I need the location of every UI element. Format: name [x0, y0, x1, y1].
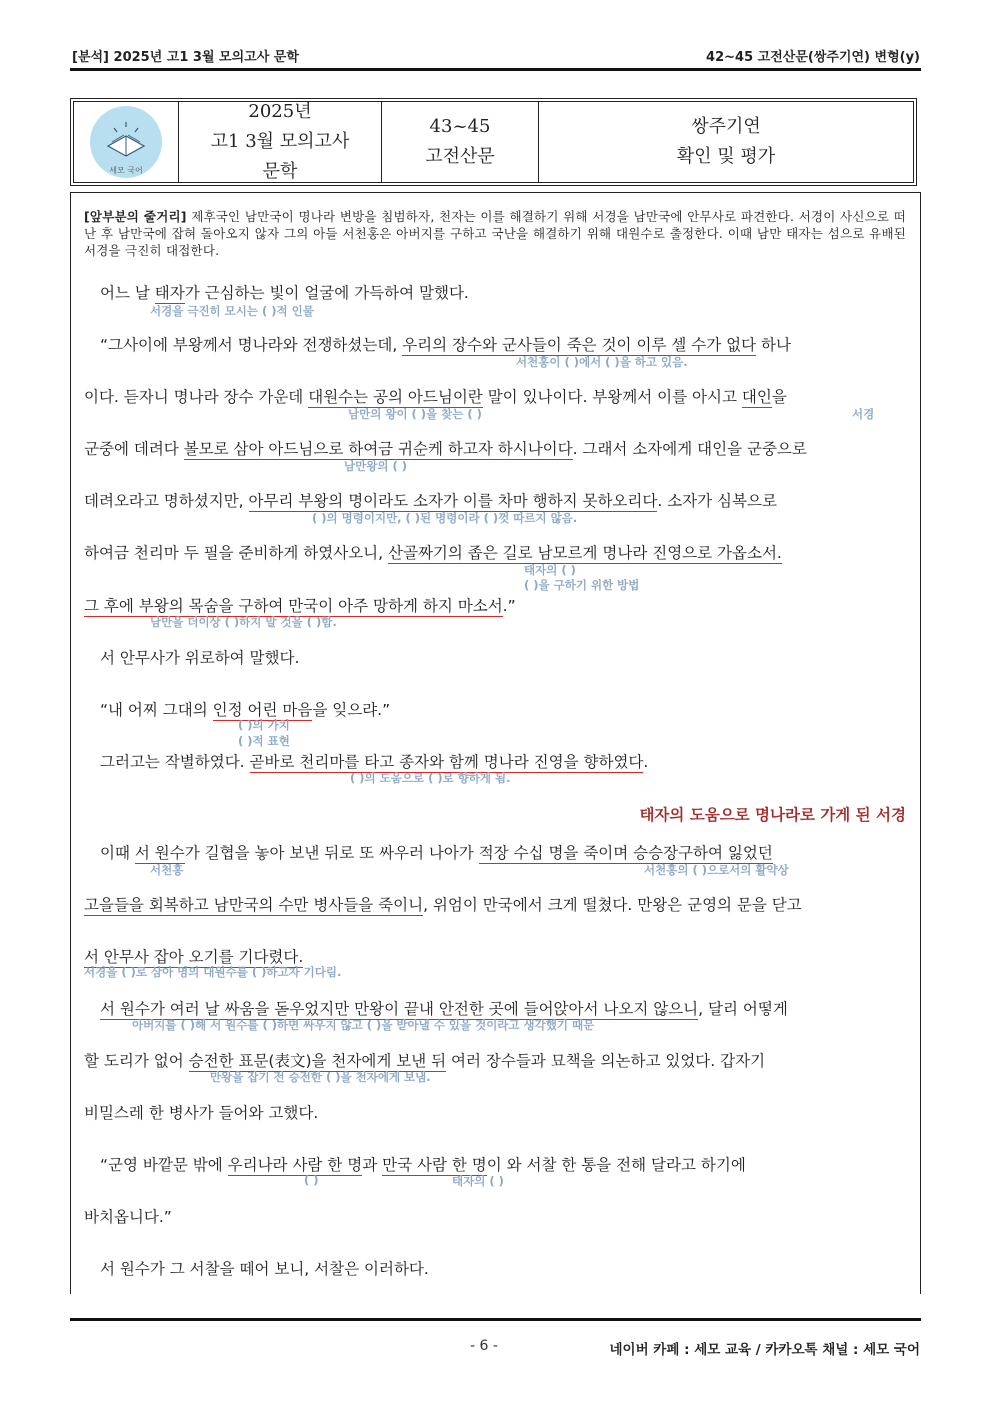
- annotation: 태자의 ( ): [452, 1174, 504, 1188]
- passage-line: 어느 날 태자가 근심하는 빛이 얼굴에 가득하여 말했다.: [100, 284, 469, 302]
- title-cell-questions: [382, 102, 539, 182]
- section-heading: 태자의 도움으로 명나라로 가게 된 서경: [639, 806, 906, 824]
- passage-line: “내 어찌 그대의 인정 어린 마음을 잊으랴.”: [100, 701, 391, 719]
- logo-text: 세모 국어: [109, 166, 143, 175]
- exam-name: 고1 3월 모의고사: [210, 131, 350, 152]
- question-range: 43~45: [429, 116, 491, 137]
- logo-cell: [74, 102, 179, 182]
- annotation: 만왕을 잡기 전 승전한 ( )을 천자에게 보냄.: [210, 1070, 431, 1084]
- passage-line: 데려오라고 명하셨지만, 아무리 부왕의 명이라도 소자가 이를 차마 행하지 못하오리다. 소자가 심복으로: [84, 492, 777, 510]
- header-divider: [70, 68, 921, 71]
- passage-line: 서 원수가 여러 날 싸움을 돋우었지만 만왕이 끝내 안전한 곳에 들어앉아서 나오지 않으니, 달리 어떻게: [100, 1000, 788, 1018]
- content-frame: [70, 192, 921, 1294]
- annotation: ( ): [304, 1173, 319, 1187]
- passage-line: 할 도리가 없어 승전한 표문(表文)을 천자에게 보낸 뒤 여러 장수들과 묘책을 의논하고 있었다. 갑자기: [84, 1052, 766, 1070]
- work-title: 쌍주기연: [691, 116, 761, 137]
- annotation: 서경: [852, 407, 875, 421]
- annotation: ( )의 도움으로 ( )로 향하게 됨.: [350, 771, 511, 785]
- annotation: 서천홍: [150, 863, 184, 877]
- passage-line: 서 원수가 그 서찰을 떼어 보니, 서찰은 이러하다.: [100, 1260, 429, 1278]
- annotation: ( )적 표현: [238, 734, 290, 748]
- summary-label: [앞부분의 줄거리]: [84, 209, 187, 224]
- passage-line: “그사이에 부왕께서 명나라와 전쟁하셨는데, 우리의 장수와 군사들이 죽은 것이 이루 셀 수가 없다 하나: [100, 336, 791, 354]
- annotation: 태자의 ( ): [524, 563, 576, 577]
- exam-subject: 문학: [262, 161, 298, 182]
- passage-line: 그 후에 부왕의 목숨을 구하여 만국이 아주 망하게 하지 마소서.”: [84, 597, 516, 615]
- annotation: 서천홍의 ( )으로서의 활약상: [644, 863, 789, 877]
- plot-summary: [84, 208, 906, 259]
- annotation: 남만왕의 ( ): [344, 459, 407, 473]
- page-number: - 6 -: [470, 1338, 498, 1354]
- passage-line: “군영 바깥문 밖에 우리나라 사람 한 명과 만국 사람 한 명이 와 서찰 한 통을 전해 달라고 하기에: [100, 1156, 746, 1174]
- annotation: 서경을 극진히 모시는 ( )적 인물: [150, 304, 314, 318]
- annotation: ( )의 명령이지만, ( )된 명령이라 ( )껏 따르지 않음.: [312, 511, 578, 525]
- passage-line: 이다. 듣자니 명나라 장수 가운데 대원수는 공의 아드님이란 말이 있나이다. 부왕께서 이를 아시고 대인을: [84, 388, 787, 406]
- work-subtitle: 확인 및 평가: [676, 146, 776, 167]
- book-logo-icon: [90, 106, 162, 178]
- annotation: 남만을 더이상 ( )하지 말 것을 ( )함.: [150, 615, 337, 629]
- annotation: ( )의 가치: [238, 718, 290, 732]
- passage-line: 이때 서 원수가 길협을 놓아 보낸 뒤로 또 싸우러 나아가 적장 수십 명을 죽이며 승승장구하여 잃었던: [100, 844, 773, 862]
- footer-divider: [70, 1318, 921, 1321]
- title-box: [70, 98, 917, 186]
- passage-line: 서 안무사 잡아 오기를 기다렸다.: [84, 948, 304, 966]
- header-right: 42~45 고전산문(쌍주기연) 변형(y): [706, 50, 920, 65]
- annotation: 남만의 왕이 ( )을 찾는 ( ): [348, 407, 482, 421]
- passage-line: 하여금 천리마 두 필을 준비하게 하였사오니, 산골짜기의 좁은 길로 남모르게 명나라 진영으로 가옵소서.: [84, 544, 782, 562]
- annotation: 서천홍이 ( )에서 ( )을 하고 있음.: [516, 355, 688, 369]
- annotation: 서경을 ( )로 삼아 명의 대원수를 ( )하고자 기다림.: [84, 965, 342, 979]
- genre: 고전산문: [425, 146, 495, 167]
- passage-line: 서 안무사가 위로하여 말했다.: [100, 649, 300, 667]
- footer-channel: 네이버 카페 : 세모 교육 / 카카오톡 채널 : 세모 국어: [609, 1342, 920, 1358]
- passage-line: 비밀스레 한 병사가 들어와 고했다.: [84, 1104, 319, 1122]
- exam-year: 2025년: [248, 101, 312, 122]
- annotation: ( )을 구하기 위한 방법: [524, 578, 640, 592]
- summary-text: 제후국인 남만국이 명나라 변방을 침범하자, 천자는 이를 해결하기 위해 서경을 남만국에 안무사로 파견한다. 서경이 사신으로 떠난 후 남만국에 잡혀 돌아오지 않자 그의 아들 서천홍은 아버지를 구하고 국난을 해결하기 위해 대원수로 출정한다. 이때 남만 태자는 섬으로 유배된 서경을 극진히 대접한다.: [84, 209, 906, 258]
- title-cell-work: [539, 102, 913, 182]
- header-left: [분석] 2025년 고1 3월 모의고사 문학: [72, 50, 299, 65]
- passage-line: 바치옵니다.”: [84, 1208, 172, 1226]
- passage-line: 그러고는 작별하였다. 곧바로 천리마를 타고 종자와 함께 명나라 진영을 향하였다.: [100, 753, 649, 771]
- title-cell-exam: [179, 102, 382, 182]
- passage-line: 고을들을 회복하고 남만국의 수만 병사들을 죽이니, 위엄이 만국에서 크게 떨쳤다. 만왕은 군영의 문을 닫고: [84, 896, 802, 914]
- annotation: 아버지를 ( )해 서 원수를 ( )하면 싸우지 않고 ( )을 받아낼 수 있을 것이라고 생각했기 때문: [132, 1018, 595, 1032]
- passage-line: 군중에 데려다 볼모로 삼아 아드님으로 하여금 귀순케 하고자 하시나이다. 그래서 소자에게 대인을 군중으로: [84, 440, 807, 458]
